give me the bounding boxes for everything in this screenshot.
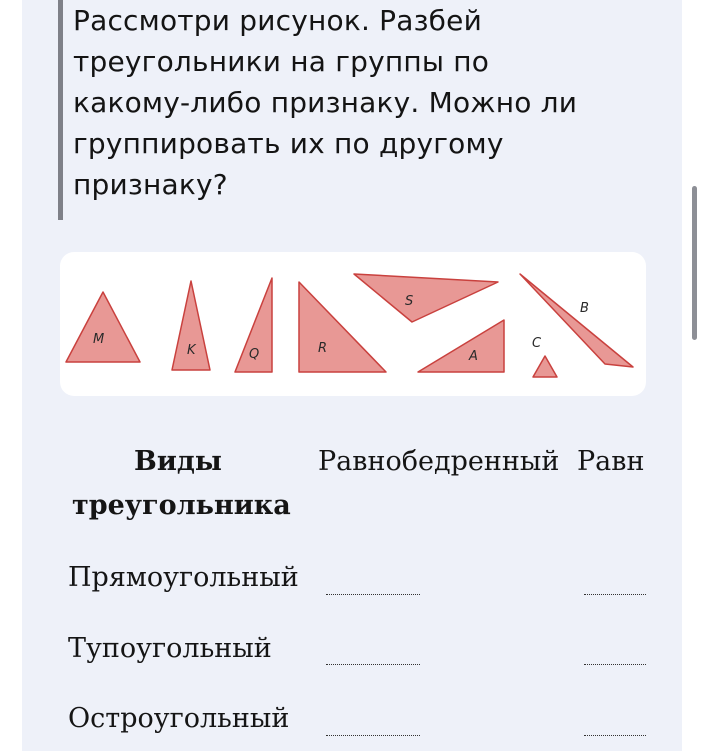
answer-blank-acute-equilateral[interactable] bbox=[584, 735, 646, 736]
label-a: A bbox=[469, 349, 478, 364]
header-types-line2: треугольника bbox=[72, 490, 291, 521]
triangles-figure bbox=[60, 252, 646, 396]
answer-blank-right-equilateral[interactable] bbox=[584, 594, 646, 595]
label-q: Q bbox=[249, 347, 260, 362]
question-line: признаку? bbox=[73, 168, 228, 201]
label-m: M bbox=[93, 332, 105, 347]
question-text bbox=[73, 0, 673, 205]
triangle-m bbox=[66, 292, 140, 362]
question-line: какому-либо признаку. Можно ли bbox=[73, 86, 578, 119]
triangles-drawing bbox=[60, 252, 646, 396]
row-label-right: Прямоугольный bbox=[68, 562, 299, 593]
scrollbar-thumb[interactable] bbox=[692, 186, 697, 340]
header-types-line1: Виды bbox=[134, 446, 222, 477]
label-r: R bbox=[318, 341, 328, 356]
triangle-r bbox=[299, 282, 386, 372]
label-c: C bbox=[532, 336, 542, 351]
row-label-obtuse: Тупоугольный bbox=[68, 633, 272, 664]
label-b: B bbox=[580, 301, 589, 316]
triangle-s bbox=[354, 274, 498, 322]
row-label-acute: Остроугольный bbox=[68, 703, 290, 734]
question-line: группировать их по другому bbox=[73, 127, 504, 160]
answer-blank-right-isosceles[interactable] bbox=[326, 594, 420, 595]
header-equilateral: Равн bbox=[577, 446, 645, 477]
answer-blank-acute-isosceles[interactable] bbox=[326, 735, 420, 736]
quote-bar bbox=[58, 0, 63, 220]
answer-blank-obtuse-isosceles[interactable] bbox=[326, 664, 420, 665]
question-line: Рассмотри рисунок. Разбей bbox=[73, 4, 482, 37]
triangle-a bbox=[418, 320, 504, 372]
triangle-b bbox=[520, 274, 633, 367]
label-s: S bbox=[405, 294, 414, 309]
label-k: K bbox=[187, 343, 196, 358]
triangle-c bbox=[533, 356, 557, 377]
answer-blank-obtuse-equilateral[interactable] bbox=[584, 664, 646, 665]
header-isosceles: Равнобедренный bbox=[318, 446, 560, 477]
question-line: треугольники на группы по bbox=[73, 45, 490, 78]
